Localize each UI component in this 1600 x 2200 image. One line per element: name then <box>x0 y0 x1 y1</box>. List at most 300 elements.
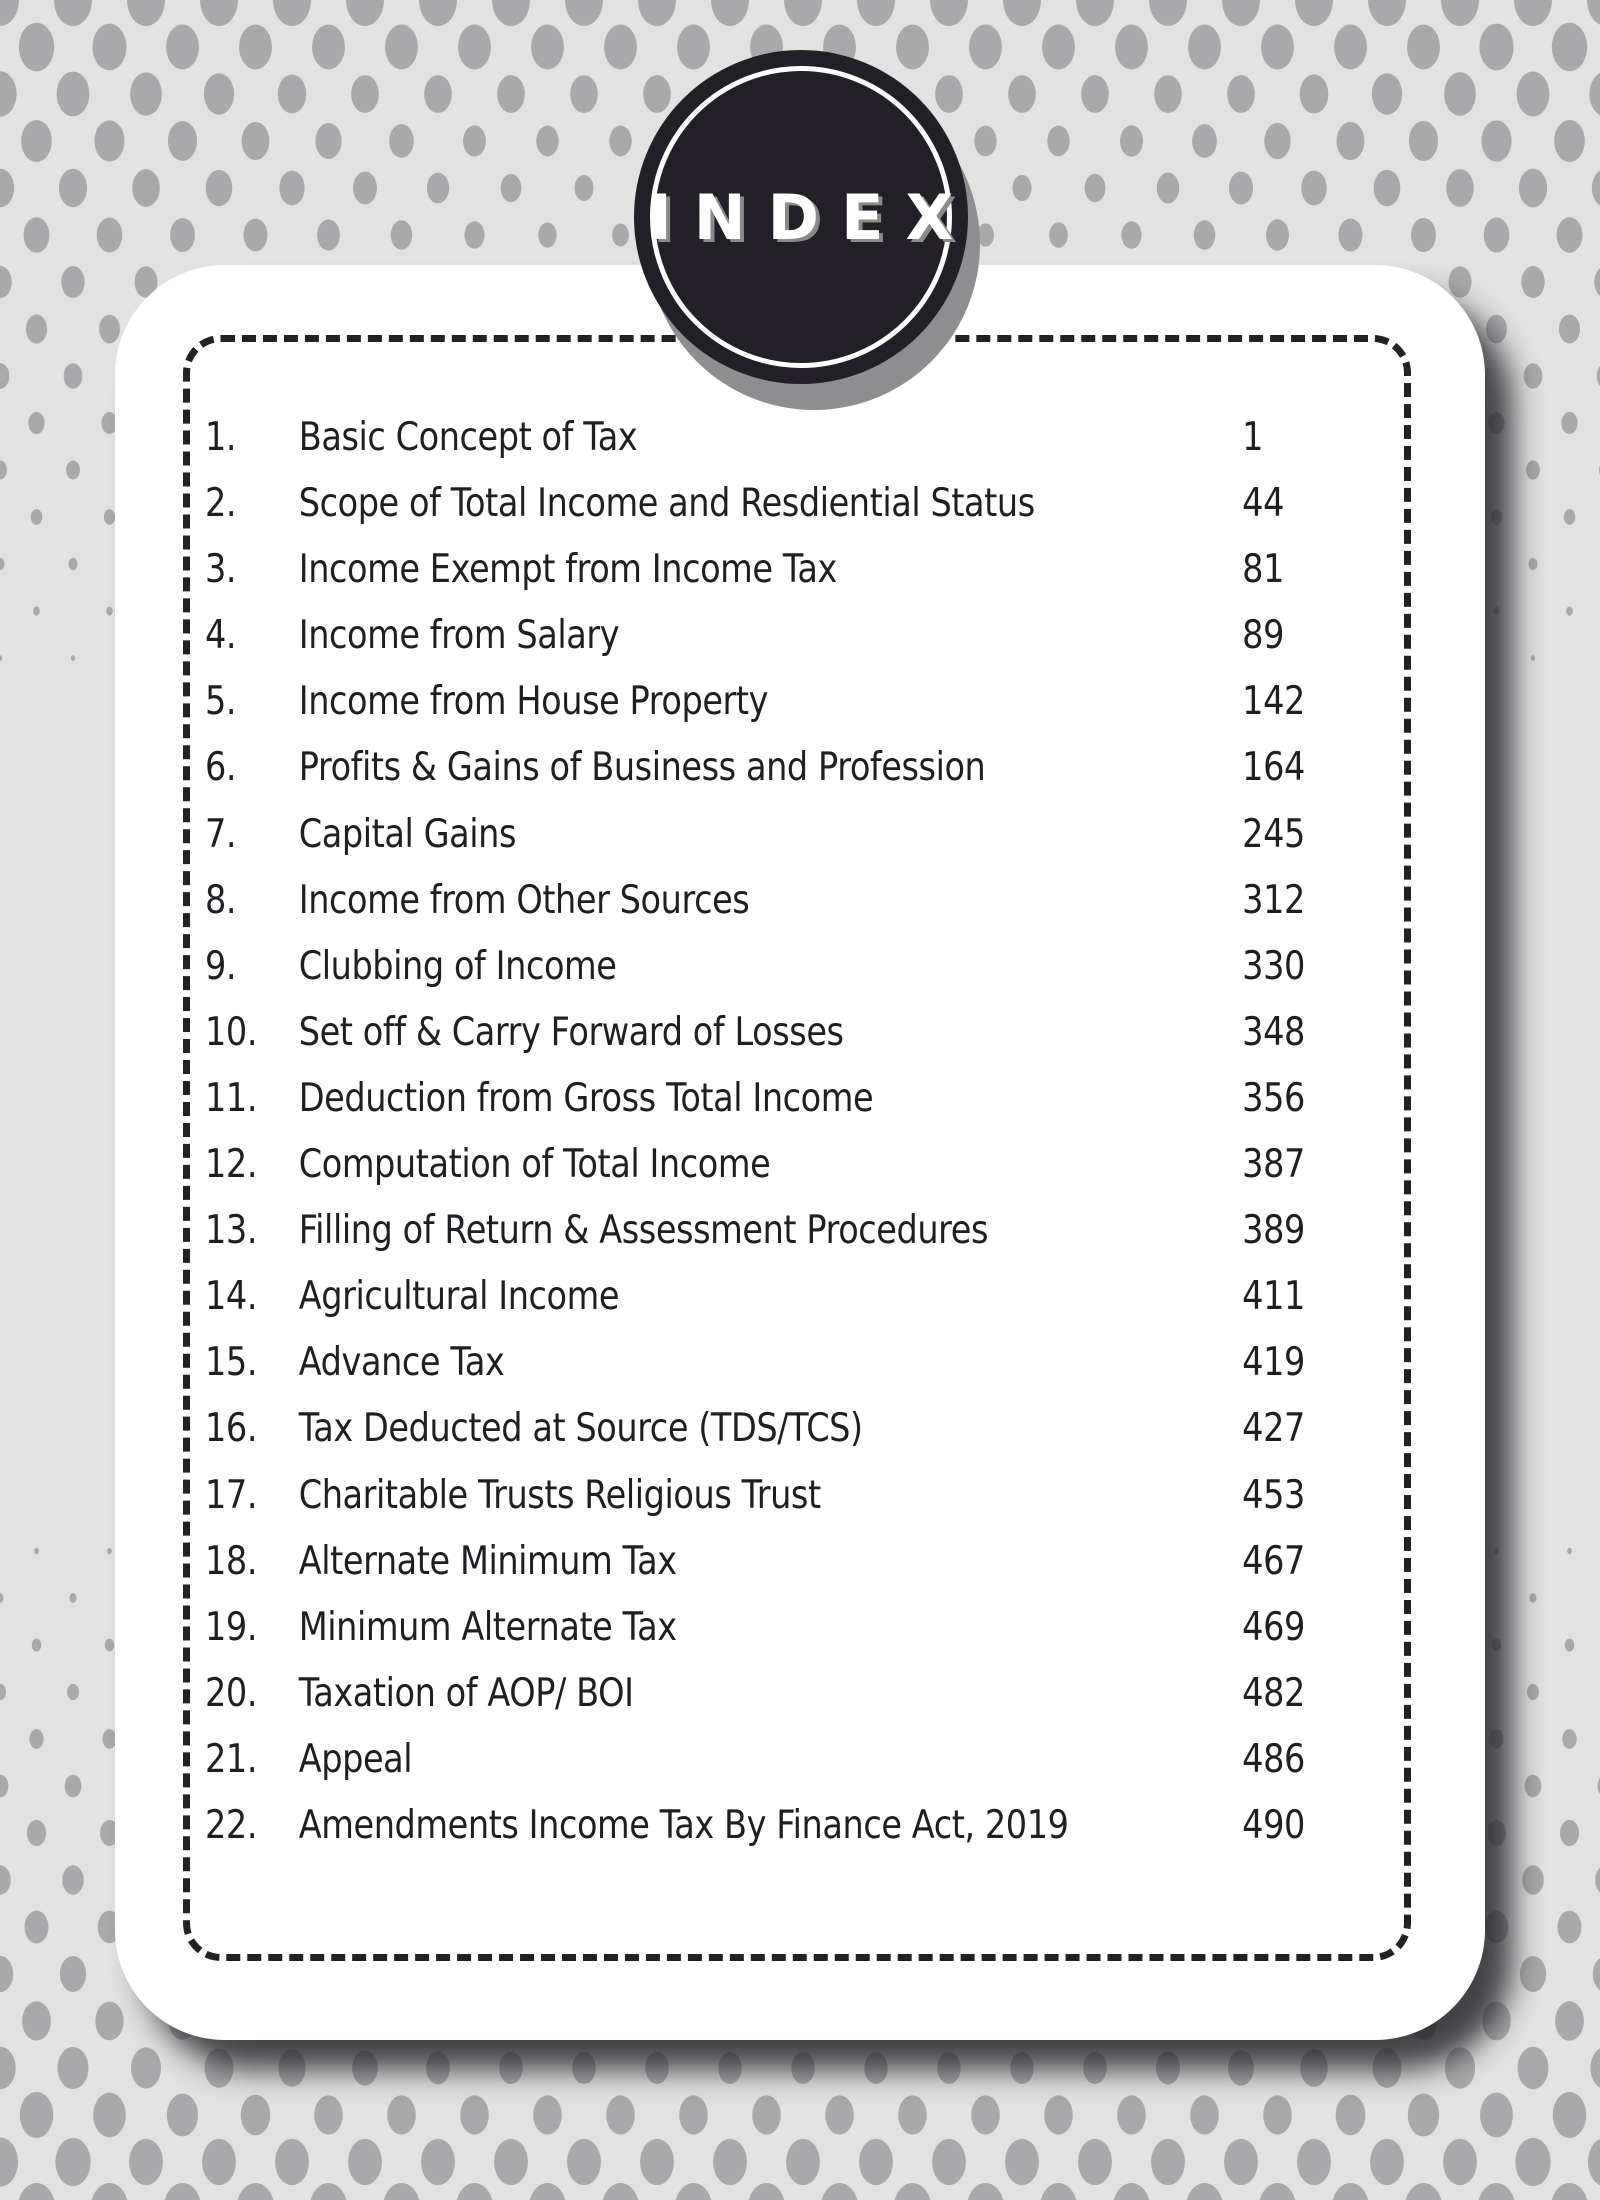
halftone-dot <box>1266 219 1289 250</box>
halftone-dot <box>1044 2095 1073 2134</box>
halftone-dot <box>1263 2095 1292 2134</box>
halftone-dot <box>1590 2047 1600 2090</box>
halftone-dot <box>713 2139 747 2185</box>
chapter-number: 17. <box>205 1472 258 1518</box>
halftone-dot <box>930 0 968 26</box>
halftone-dot <box>859 2139 893 2185</box>
halftone-dot <box>0 1956 13 1992</box>
halftone-dot <box>609 126 631 157</box>
halftone-dot <box>352 2050 378 2085</box>
halftone-dot <box>1521 266 1544 298</box>
halftone-dot <box>1589 71 1600 116</box>
halftone-dot <box>19 23 54 71</box>
index-entry[interactable] <box>205 944 1405 1010</box>
halftone-dot <box>567 2139 601 2185</box>
halftone-dot <box>1113 2183 1151 2200</box>
halftone-dot <box>1337 122 1365 160</box>
halftone-dot <box>932 2139 966 2185</box>
halftone-dot <box>1528 558 1537 570</box>
halftone-dot <box>351 75 379 113</box>
chapter-number: 3. <box>205 547 237 593</box>
halftone-dot <box>1481 120 1511 161</box>
halftone-dot <box>492 0 530 26</box>
halftone-dot <box>1156 2052 1180 2085</box>
halftone-dot <box>0 1865 11 1895</box>
halftone-dot <box>65 1775 82 1798</box>
halftone-dot <box>971 2095 1000 2134</box>
halftone-dot <box>391 220 412 249</box>
halftone-dot <box>25 1911 49 1944</box>
page-number: 482 <box>1242 1670 1305 1716</box>
halftone-dot <box>1040 2183 1078 2200</box>
chapter-number: 19. <box>205 1604 258 1650</box>
halftone-dot <box>237 2183 275 2200</box>
halftone-dot <box>1564 509 1575 525</box>
halftone-dot <box>32 1638 42 1651</box>
halftone-dot <box>1560 1820 1579 1846</box>
halftone-dot <box>0 71 17 116</box>
halftone-dot <box>29 1729 43 1749</box>
chapter-number: 9. <box>205 943 237 989</box>
halftone-dot <box>1561 412 1577 434</box>
index-entry[interactable] <box>205 1274 1405 1340</box>
index-entry[interactable] <box>205 481 1405 547</box>
halftone-dot <box>825 2095 854 2134</box>
halftone-dot <box>0 266 12 298</box>
halftone-dot <box>718 2052 741 2084</box>
page-number: 245 <box>1242 811 1305 857</box>
halftone-dot <box>1227 75 1255 113</box>
chapter-title: Appeal <box>298 1736 413 1782</box>
halftone-dot <box>1485 1911 1509 1943</box>
halftone-dot <box>857 0 895 26</box>
index-entry[interactable] <box>205 1010 1405 1076</box>
chapter-number: 7. <box>205 811 237 857</box>
halftone-dot <box>273 0 311 26</box>
index-entry[interactable] <box>205 547 1405 613</box>
index-entry[interactable] <box>205 812 1405 878</box>
halftone-dot <box>1085 174 1106 203</box>
halftone-dot <box>0 1684 6 1700</box>
halftone-dot <box>570 75 598 113</box>
halftone-dot <box>60 1956 86 1992</box>
halftone-dot <box>536 126 558 157</box>
halftone-dot <box>675 2183 713 2200</box>
halftone-dot <box>1553 2092 1587 2138</box>
halftone-dot <box>97 218 123 253</box>
halftone-dot <box>419 0 457 26</box>
halftone-dot <box>0 2137 18 2186</box>
halftone-dot <box>164 2183 202 2200</box>
page-number: 387 <box>1242 1142 1305 1188</box>
halftone-dot <box>279 171 304 206</box>
halftone-dot <box>1370 2139 1404 2185</box>
chapter-title: Filling of Return & Assessment Procedures <box>298 1208 989 1254</box>
halftone-dot <box>24 217 50 252</box>
halftone-dot <box>1493 607 1500 616</box>
halftone-dot <box>427 173 449 204</box>
halftone-dot <box>167 2094 198 2137</box>
halftone-dot <box>18 2183 56 2200</box>
halftone-dot <box>1554 120 1585 162</box>
halftone-dot <box>421 2139 455 2185</box>
halftone-dot <box>1297 2139 1331 2185</box>
chapter-number: 14. <box>205 1274 258 1320</box>
chapter-number: 16. <box>205 1406 258 1452</box>
halftone-dot <box>202 2139 236 2185</box>
halftone-dot <box>572 2052 595 2084</box>
halftone-dot <box>0 1775 8 1798</box>
index-entry[interactable] <box>205 1737 1405 1803</box>
halftone-dot <box>0 169 14 208</box>
halftone-dot <box>1567 1548 1572 1554</box>
halftone-dot <box>22 2001 51 2040</box>
index-entry[interactable] <box>205 1605 1405 1671</box>
halftone-dot <box>1408 2094 1439 2137</box>
halftone-dot <box>1049 222 1068 247</box>
halftone-dot <box>0 363 9 389</box>
halftone-dot <box>1587 0 1600 26</box>
chapter-title: Income from Other Sources <box>298 877 750 923</box>
halftone-dot <box>456 2183 494 2200</box>
chapter-title: Deduction from Gross Total Income <box>298 1075 874 1121</box>
halftone-dot <box>1300 2049 1327 2087</box>
halftone-dot <box>1479 24 1513 71</box>
halftone-dot <box>0 460 7 479</box>
index-entry[interactable] <box>205 1803 1405 1869</box>
chapter-number: 18. <box>205 1538 258 1584</box>
halftone-dot <box>99 315 120 344</box>
halftone-dot <box>1078 2139 1112 2185</box>
page-number: 419 <box>1242 1340 1305 1386</box>
halftone-dot <box>1336 2095 1366 2136</box>
index-entry[interactable] <box>205 745 1405 811</box>
halftone-dot <box>1593 1956 1600 1992</box>
halftone-dot <box>1407 25 1440 70</box>
page-number: 89 <box>1242 613 1284 659</box>
halftone-dot <box>784 0 822 26</box>
page-number: 427 <box>1242 1406 1305 1452</box>
chapter-number: 10. <box>205 1009 258 1055</box>
halftone-dot <box>1552 23 1587 72</box>
halftone-dot <box>1482 2002 1510 2041</box>
halftone-dot <box>69 1593 76 1603</box>
index-entry[interactable] <box>205 1406 1405 1472</box>
page-number: 389 <box>1242 1208 1305 1254</box>
chapter-number: 20. <box>205 1670 258 1716</box>
chapter-number: 13. <box>205 1208 258 1254</box>
halftone-dot <box>1047 126 1069 157</box>
halftone-dot <box>68 558 77 570</box>
chapter-number: 21. <box>205 1736 258 1782</box>
halftone-dot <box>132 169 160 207</box>
halftone-dot <box>1261 25 1294 70</box>
halftone-dot <box>1588 2137 1600 2186</box>
chapter-title: Alternate Minimum Tax <box>298 1538 677 1584</box>
halftone-dot <box>205 2048 234 2087</box>
page-number: 469 <box>1242 1604 1305 1650</box>
halftone-dot <box>935 75 963 113</box>
halftone-dot <box>791 2052 814 2084</box>
index-entry[interactable] <box>205 878 1405 944</box>
halftone-dot <box>1076 0 1114 26</box>
halftone-dot <box>1551 2183 1589 2200</box>
halftone-dot <box>1489 1729 1503 1748</box>
halftone-dot <box>383 2183 421 2200</box>
halftone-dot <box>638 0 676 26</box>
chapter-title: Charitable Trusts Religious Trust <box>298 1472 821 1518</box>
halftone-dot <box>242 122 270 160</box>
index-entry[interactable] <box>205 1671 1405 1737</box>
chapter-number: 22. <box>205 1802 258 1848</box>
halftone-dot <box>1444 72 1476 115</box>
page-number: 44 <box>1242 481 1284 527</box>
halftone-dot <box>353 172 377 205</box>
halftone-dot <box>33 606 40 615</box>
halftone-dot <box>170 218 195 252</box>
halftone-dot <box>464 221 484 248</box>
halftone-dot <box>677 25 710 70</box>
halftone-dot <box>1300 74 1329 113</box>
halftone-dot <box>34 1548 39 1554</box>
chapter-title: Basic Concept of Tax <box>298 415 638 460</box>
halftone-dot <box>1527 1684 1539 1700</box>
halftone-dot <box>59 169 87 208</box>
halftone-dot <box>1592 169 1600 208</box>
halftone-dot <box>1559 315 1580 344</box>
halftone-dot <box>312 25 345 70</box>
halftone-dot <box>200 0 238 26</box>
halftone-dot <box>1531 655 1535 661</box>
halftone-dot <box>612 223 629 246</box>
halftone-dot <box>1529 1593 1536 1603</box>
halftone-dot <box>1486 315 1507 344</box>
halftone-dot <box>127 0 165 26</box>
halftone-dot <box>1524 363 1543 389</box>
halftone-dot <box>602 2183 640 2200</box>
page-number: 142 <box>1242 679 1305 725</box>
halftone-dot <box>0 1593 4 1603</box>
index-entry[interactable] <box>205 415 1405 481</box>
page-number: 486 <box>1242 1736 1305 1782</box>
halftone-dot <box>104 509 115 525</box>
chapter-number: 12. <box>205 1142 258 1188</box>
halftone-dot <box>1566 606 1573 615</box>
chapter-title: Profits & Gains of Business and Profession <box>298 745 986 791</box>
halftone-dot <box>0 655 2 661</box>
chapter-number: 15. <box>205 1340 258 1386</box>
halftone-dot <box>64 363 83 388</box>
halftone-dot <box>499 2052 522 2084</box>
halftone-dot <box>1597 363 1600 389</box>
index-card <box>115 265 1485 2040</box>
halftone-dot <box>1555 2001 1584 2040</box>
halftone-dot <box>497 75 525 113</box>
halftone-dot <box>1525 1775 1542 1798</box>
index-entry[interactable] <box>205 1076 1405 1142</box>
halftone-dot <box>57 72 90 117</box>
halftone-dot <box>1522 1865 1543 1894</box>
halftone-dot <box>1295 0 1333 26</box>
halftone-dot <box>1120 125 1143 156</box>
halftone-dot <box>1005 2139 1039 2185</box>
chapter-title: Taxation of AOP/ BOI <box>298 1670 634 1716</box>
halftone-dot <box>1192 124 1217 158</box>
halftone-dot <box>1557 217 1583 252</box>
halftone-dot <box>1443 2139 1477 2185</box>
halftone-dot <box>1222 0 1260 26</box>
page-number: 490 <box>1242 1802 1305 1848</box>
halftone-dot <box>494 2139 528 2185</box>
index-entry[interactable] <box>205 1142 1405 1208</box>
halftone-dot <box>206 170 233 206</box>
halftone-dot <box>1494 1548 1499 1554</box>
halftone-dot <box>711 0 749 26</box>
halftone-dot <box>1487 1820 1506 1846</box>
chapter-number: 6. <box>205 745 237 791</box>
halftone-dot <box>752 2095 781 2134</box>
page-number: 330 <box>1242 943 1305 989</box>
chapter-title: Agricultural Income <box>298 1274 620 1320</box>
halftone-dot <box>1188 25 1221 70</box>
halftone-dot <box>348 2139 382 2185</box>
halftone-dot <box>1565 1638 1575 1651</box>
halftone-dot <box>786 2139 820 2185</box>
chapter-title: Income from House Property <box>298 679 769 725</box>
halftone-dot <box>460 2095 489 2134</box>
halftone-dot <box>1515 2138 1550 2186</box>
halftone-dot <box>92 24 126 71</box>
halftone-dot <box>1517 72 1550 117</box>
halftone-dot <box>640 2139 674 2185</box>
halftone-dot <box>67 1684 79 1700</box>
halftone-dot <box>1519 169 1547 208</box>
halftone-dot <box>278 2049 305 2086</box>
chapter-title: Capital Gains <box>298 811 517 857</box>
halftone-dot <box>1492 1639 1501 1652</box>
chapter-title: Clubbing of Income <box>298 943 617 989</box>
halftone-dot <box>1491 509 1502 525</box>
halftone-dot <box>1368 0 1406 26</box>
halftone-dot <box>1003 0 1041 26</box>
halftone-dot <box>894 2183 932 2200</box>
halftone-dot <box>645 2052 668 2084</box>
page-number: 411 <box>1242 1274 1305 1320</box>
halftone-dot <box>107 1548 112 1554</box>
halftone-dot <box>604 25 637 70</box>
halftone-dot <box>1372 73 1402 114</box>
halftone-dot <box>1229 172 1253 205</box>
halftone-dot <box>1594 266 1600 298</box>
halftone-dot <box>0 0 19 26</box>
chapter-number: 1. <box>205 415 237 460</box>
halftone-dot <box>55 2138 90 2186</box>
halftone-dot <box>1520 1956 1546 1992</box>
chapter-number: 8. <box>205 877 237 923</box>
halftone-dot <box>58 2047 89 2089</box>
halftone-dot <box>1445 2047 1475 2088</box>
halftone-dot <box>606 2095 635 2134</box>
halftone-dot <box>239 25 272 70</box>
halftone-dot <box>387 2095 416 2134</box>
halftone-dot <box>1518 2047 1549 2089</box>
index-entry[interactable] <box>205 1208 1405 1274</box>
halftone-dot <box>1190 2095 1219 2134</box>
halftone-dot <box>1224 2139 1258 2185</box>
halftone-dot <box>1478 2183 1516 2200</box>
halftone-dot <box>1558 1911 1582 1944</box>
chapter-title: Minimum Alternate Tax <box>298 1604 677 1650</box>
halftone-dot <box>937 2052 960 2084</box>
chapter-title: Tax Deducted at Source (TDS/TCS) <box>298 1406 863 1452</box>
index-entry[interactable] <box>205 1340 1405 1406</box>
halftone-dot <box>385 25 418 70</box>
halftone-dot <box>241 2095 271 2136</box>
halftone-dot <box>1157 173 1180 204</box>
halftone-dot <box>1480 2093 1513 2138</box>
halftone-dot <box>896 25 929 70</box>
halftone-dot <box>1117 2095 1146 2134</box>
page-number: 467 <box>1242 1538 1305 1584</box>
halftone-dot <box>533 2095 562 2134</box>
index-entry[interactable] <box>205 1539 1405 1605</box>
chapter-title: Scope of Total Income and Resdiential Status <box>298 481 1035 527</box>
halftone-dot <box>967 2183 1005 2200</box>
halftone-dot <box>1338 219 1362 252</box>
page-number: 312 <box>1242 877 1305 923</box>
halftone-dot <box>974 126 996 157</box>
halftone-dot <box>1151 2139 1185 2185</box>
halftone-dot <box>278 75 306 114</box>
halftone-dot <box>168 121 197 161</box>
halftone-dot <box>314 2095 343 2134</box>
index-entry[interactable] <box>205 1473 1405 1539</box>
halftone-dot <box>565 0 603 26</box>
halftone-dot <box>1488 412 1504 434</box>
halftone-dot <box>1334 25 1367 70</box>
halftone-dot <box>94 120 124 161</box>
halftone-dot <box>91 2183 129 2200</box>
index-badge <box>634 50 976 384</box>
halftone-dot <box>1405 2183 1443 2200</box>
halftone-dot <box>66 461 80 480</box>
halftone-dot <box>131 2047 161 2088</box>
halftone-dot <box>1514 0 1552 26</box>
chapter-title: Income Exempt from Income Tax <box>298 547 837 593</box>
halftone-dot <box>61 266 84 298</box>
halftone-dot <box>95 2002 123 2041</box>
halftone-dot <box>529 2183 567 2200</box>
halftone-dot <box>1083 2052 1106 2084</box>
index-entry[interactable] <box>205 613 1405 679</box>
index-entry[interactable] <box>205 679 1405 745</box>
chapter-title: Income from Salary <box>298 613 620 659</box>
halftone-dot <box>426 2052 450 2085</box>
page-number: 453 <box>1242 1472 1305 1518</box>
halftone-dot <box>1154 75 1182 113</box>
chapter-title: Computation of Total Income <box>298 1142 771 1188</box>
halftone-dot <box>1411 218 1436 252</box>
halftone-dot <box>501 174 522 202</box>
halftone-dot <box>1562 1729 1576 1749</box>
halftone-dot <box>1332 2183 1370 2200</box>
halftone-dot <box>1010 2052 1033 2084</box>
halftone-dot <box>1446 169 1474 207</box>
halftone-dot <box>821 2183 859 2200</box>
halftone-dot <box>1228 2050 1254 2085</box>
halftone-dot <box>31 509 42 525</box>
page-number: 1 <box>1242 415 1264 460</box>
